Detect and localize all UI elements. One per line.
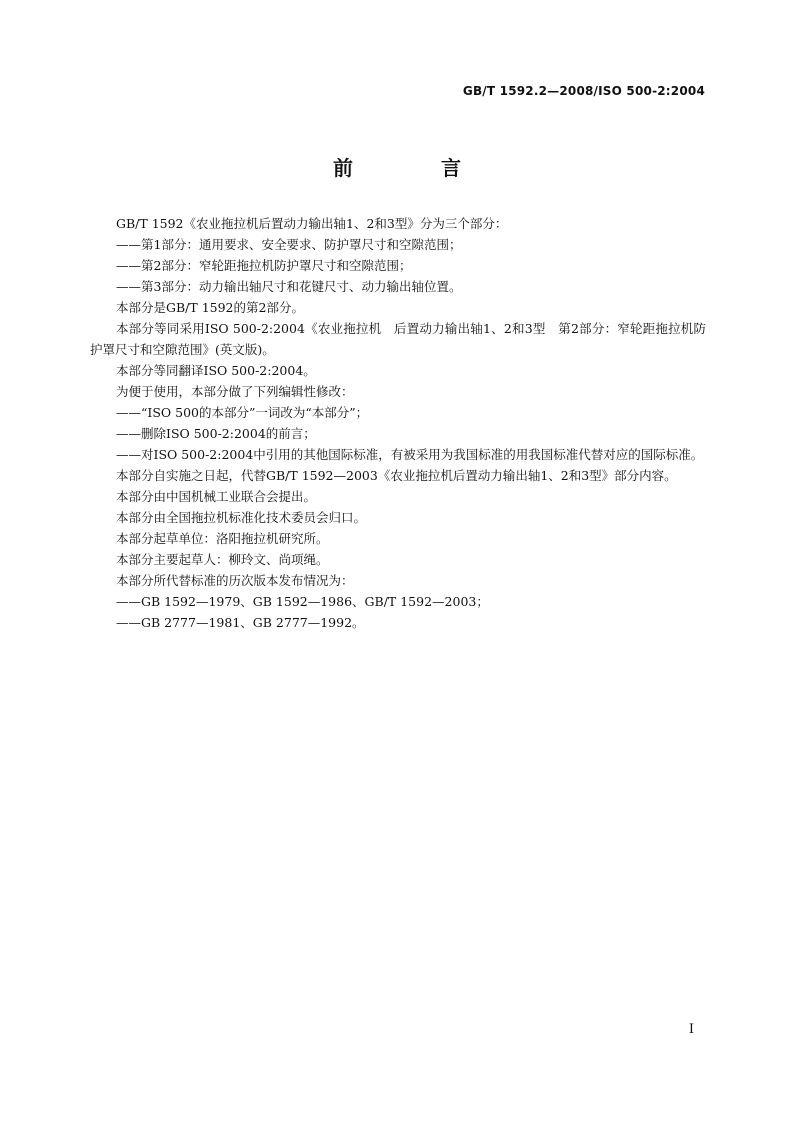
- list-item: ——GB 2777—1981、GB 2777—1992。: [116, 615, 365, 630]
- page-number: I: [688, 1022, 694, 1037]
- paragraph: 本部分由全国拖拉机标准化技术委员会归口。: [116, 510, 367, 525]
- paragraph: 本部分所代替标准的历次版本发布情况为：: [116, 573, 354, 588]
- paragraph: 为便于使用，本部分做了下列编辑性修改：: [116, 384, 354, 399]
- list-item: ——第2部分：窄轮距拖拉机防护罩尺寸和空隙范围；: [116, 258, 412, 273]
- paragraph: 本部分等同翻译ISO 500-2:2004。: [116, 363, 316, 378]
- paragraph: 本部分是GB/T 1592的第2部分。: [116, 300, 304, 315]
- foreword-body: [90, 213, 706, 633]
- list-item: ——“ISO 500的本部分”一词改为“本部分”；: [116, 405, 369, 420]
- list-item: ——删除ISO 500-2:2004的前言；: [116, 426, 316, 441]
- page-title: 前 言: [333, 156, 495, 180]
- list-item: ——第3部分：动力输出轴尺寸和花键尺寸、动力输出轴位置。: [116, 279, 462, 294]
- paragraph: 本部分起草单位：洛阳拖拉机研究所。: [116, 531, 329, 546]
- paragraph: 本部分等同采用ISO 500-2:2004《农业拖拉机 后置动力输出轴1、2和3型 第2部分：窄轮距拖拉机防护罩尺寸和空隙范围》(英文版)。: [90, 321, 706, 357]
- paragraph: 本部分自实施之日起，代替GB/T 1592—2003《农业拖拉机后置动力输出轴1、2和3型》部分内容。: [116, 468, 677, 483]
- list-item: ——对ISO 500-2:2004中引用的其他国际标准，有被采用为我国标准的用我国标准代替对应的国际标准。: [116, 447, 704, 462]
- list-item: ——GB 1592—1979、GB 1592—1986、GB/T 1592—2003；: [116, 594, 489, 609]
- paragraph: 本部分主要起草人：柳玲文、尚项绳。: [116, 552, 329, 567]
- standard-code: GB/T 1592.2—2008/ISO 500-2:2004: [462, 84, 705, 98]
- paragraph: GB/T 1592《农业拖拉机后置动力输出轴1、2和3型》分为三个部分：: [116, 216, 508, 231]
- list-item: ——第1部分：通用要求、安全要求、防护罩尺寸和空隙范围；: [116, 237, 462, 252]
- paragraph: 本部分由中国机械工业联合会提出。: [116, 489, 317, 504]
